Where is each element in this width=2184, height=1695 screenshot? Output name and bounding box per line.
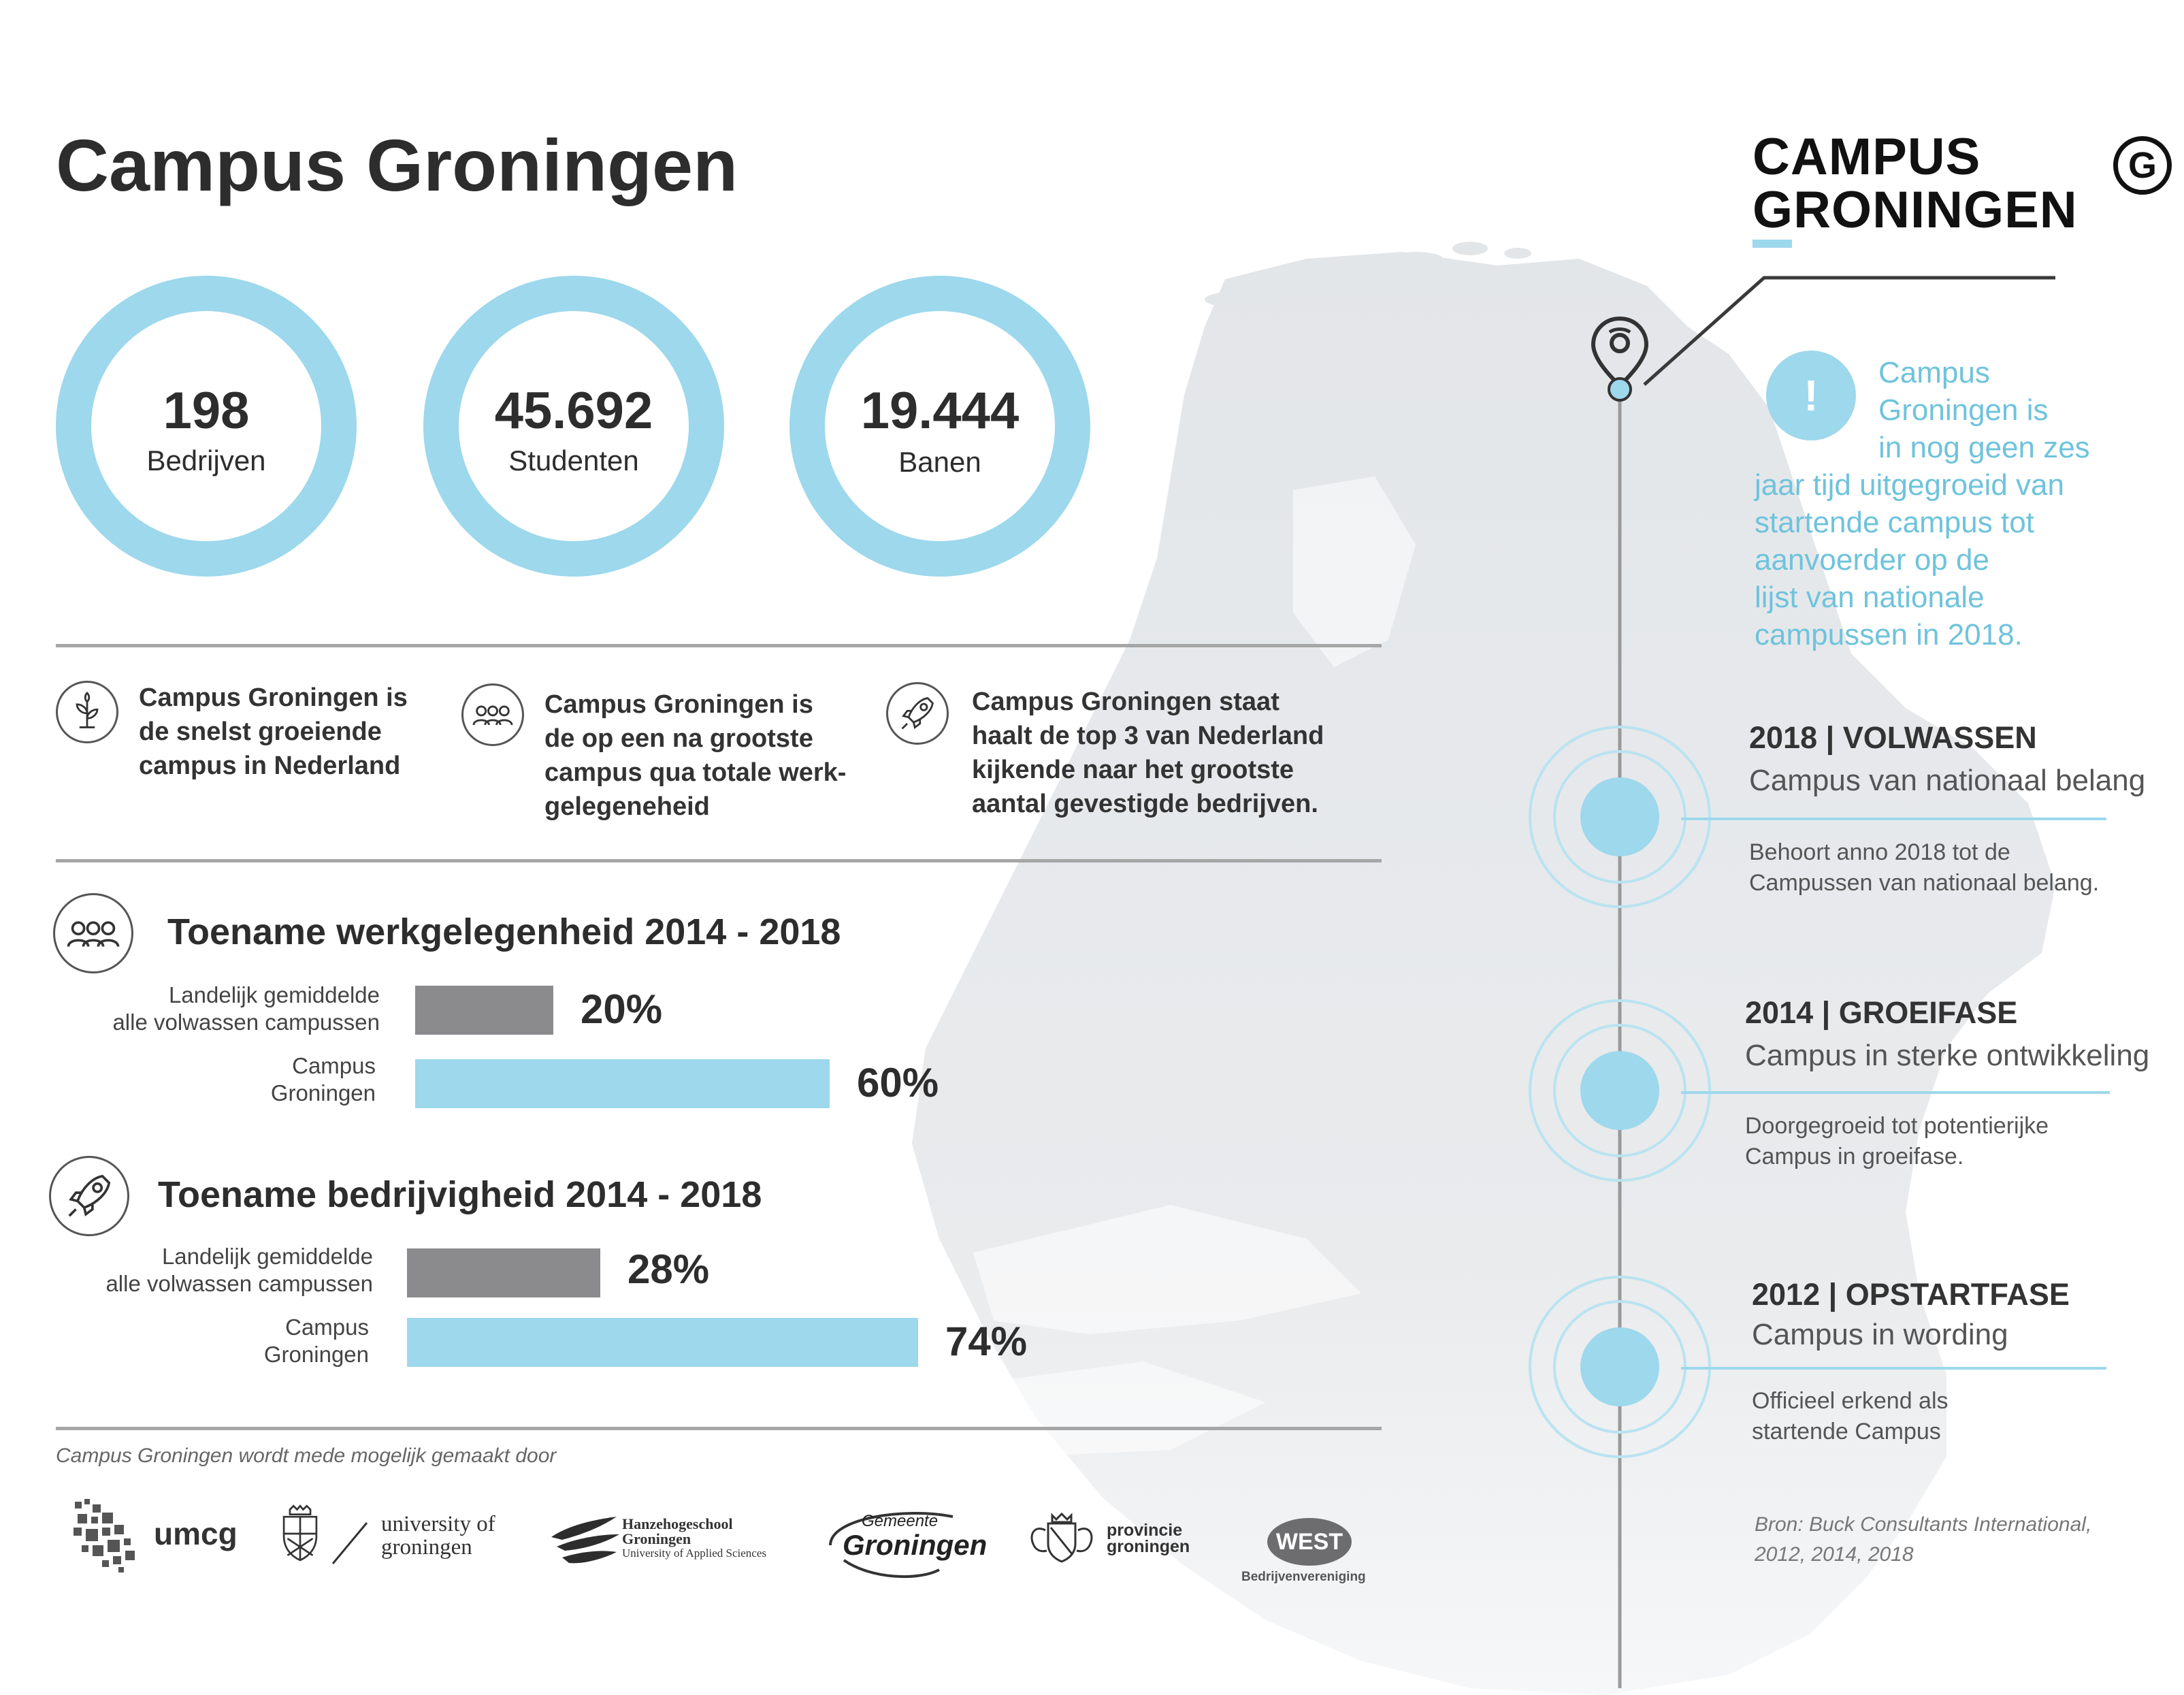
- timeline-marker-2014: [1525, 995, 1715, 1186]
- timeline-rule: [1681, 1367, 2106, 1370]
- callout-line: Campus: [1878, 356, 1990, 389]
- bar-value-label: 60%: [857, 1060, 939, 1105]
- university-crest-icon: [279, 1503, 321, 1564]
- timeline-desc-line: Officieel erkend als: [1752, 1388, 1949, 1414]
- fact-fastest-growing: [139, 681, 408, 783]
- brand-line: GRONINGEN: [1753, 181, 2078, 239]
- timeline-subtitle-2012: Campus in wording: [1752, 1318, 2008, 1351]
- timeline-heading-2018: 2018 | VOLWASSEN: [1749, 720, 2037, 755]
- bar-label: [80, 1243, 373, 1297]
- fact-line: Campus Groningen staat: [972, 688, 1280, 716]
- brand-line: CAMPUS: [1753, 128, 1981, 186]
- stat-bedrijven: [56, 276, 357, 577]
- rocket-icon: [886, 682, 949, 745]
- gemeente-logo-text: [843, 1513, 987, 1560]
- divider: [56, 1427, 1382, 1430]
- bar-label-line: alle volwassen campussen: [112, 1010, 380, 1035]
- timeline-desc-2014: [1745, 1111, 2049, 1172]
- timeline-desc-line: startende Campus: [1752, 1419, 1941, 1444]
- callout-line: in nog geen zes: [1878, 431, 2090, 464]
- umcg-logo-text: umcg: [154, 1516, 238, 1551]
- timeline-subtitle-2018: Campus van nationaal belang: [1749, 764, 2146, 797]
- callout-line: jaar tijd uitgegroeid van: [1755, 468, 2064, 502]
- timeline-rule: [1681, 1091, 2110, 1094]
- bar-label-line: Groningen: [263, 1342, 369, 1367]
- brand-underline: [1753, 240, 1792, 248]
- people-icon: [461, 683, 524, 746]
- stat-banen: [789, 276, 1090, 577]
- timeline-desc-line: Campus in groeifase.: [1745, 1144, 1964, 1169]
- separator-slash-icon: [329, 1519, 370, 1567]
- timeline-heading-2012: 2012 | OPSTARTFASE: [1752, 1277, 2070, 1312]
- brand-g-mark-icon: G: [2113, 136, 2172, 195]
- gemeente-line: Groningen: [843, 1529, 988, 1561]
- hanze-line: Hanzehogeschool: [622, 1515, 733, 1532]
- timeline-subtitle-2014: Campus in sterke ontwikkeling: [1745, 1039, 2150, 1072]
- stat-value: 198: [163, 382, 250, 440]
- bar-campus-werkgelegenheid: [415, 1059, 830, 1108]
- provincie-logo-text: [1107, 1522, 1190, 1555]
- callout-line: aanvoerder op de: [1755, 543, 1989, 577]
- timeline-desc-2012: [1752, 1386, 1949, 1447]
- bar-campus-bedrijvigheid: [407, 1318, 918, 1367]
- section-heading-bedrijvigheid: Toename bedrijvigheid 2014 - 2018: [158, 1174, 762, 1215]
- fact-line: kijkende naar het grootste: [972, 756, 1294, 784]
- west-badge-text: WEST: [1275, 1529, 1343, 1555]
- people-icon: [53, 893, 133, 973]
- hanze-logo-text: [622, 1517, 766, 1560]
- section-heading-werkgelegenheid: Toename werkgelegenheid 2014 - 2018: [167, 911, 841, 952]
- rug-logo-text: [381, 1513, 495, 1559]
- fact-line: aantal gevestigde bedrijven.: [972, 790, 1318, 818]
- bar-value-label: 28%: [628, 1246, 710, 1292]
- stat-value: 19.444: [860, 382, 1020, 440]
- west-logo-caption: Bedrijvenvereniging: [1241, 1570, 1366, 1584]
- bar-landelijk-werkgelegenheid: [415, 986, 553, 1035]
- fact-line: de snelst groeiende: [139, 717, 382, 746]
- timeline-desc-line: Campussen van nationaal belang.: [1749, 870, 2100, 896]
- provincie-line: provincie: [1107, 1521, 1183, 1540]
- bar-value-label: 74%: [945, 1319, 1028, 1364]
- timeline-desc-line: Behoort anno 2018 tot de: [1749, 839, 2010, 865]
- callout-line: Groningen is: [1878, 393, 2049, 427]
- stat-label: Studenten: [508, 445, 639, 477]
- umcg-logo-mark: [68, 1495, 143, 1577]
- bar-value-label: 20%: [581, 986, 663, 1032]
- page-title: Campus Groningen: [56, 124, 738, 206]
- source-note: [1755, 1510, 2091, 1570]
- timeline-desc-line: Doorgegroeid tot potentierijke: [1745, 1113, 2049, 1139]
- fact-line: haalt de top 3 van Nederland: [972, 722, 1324, 750]
- fact-top-3: [972, 685, 1324, 821]
- bar-landelijk-bedrijvigheid: [407, 1248, 600, 1297]
- sponsor-credit: Campus Groningen wordt mede mogelijk gemaakt door: [56, 1444, 557, 1467]
- stat-studenten: [423, 276, 724, 577]
- brand-logo: [1753, 128, 2078, 239]
- hanze-line: Groningen: [622, 1530, 691, 1547]
- west-logo-badge: [1267, 1518, 1352, 1566]
- timeline-marker-2018: [1525, 722, 1715, 912]
- bar-label-line: Groningen: [270, 1080, 376, 1105]
- callout-line: startende campus tot: [1755, 506, 2034, 539]
- hanze-logo-mark: [549, 1507, 623, 1568]
- bar-label-line: alle volwassen campussen: [105, 1271, 373, 1296]
- exclamation-icon: !: [1766, 351, 1856, 440]
- timeline-desc-2018: [1749, 837, 2099, 899]
- stat-label: Banen: [898, 446, 981, 478]
- bar-label-line: Landelijk gemiddelde: [161, 1244, 373, 1269]
- stat-value: 45.692: [494, 382, 653, 440]
- timeline-heading-2014: 2014 | GROEIFASE: [1745, 995, 2018, 1030]
- rug-line: groningen: [381, 1535, 472, 1560]
- hanze-line: University of Applied Sciences: [622, 1547, 766, 1560]
- fact-second-largest: [544, 688, 846, 824]
- bar-label-line: Landelijk gemiddelde: [168, 982, 380, 1007]
- rocket-icon: [49, 1156, 129, 1236]
- source-line: Bron: Buck Consultants International,: [1755, 1513, 2092, 1536]
- sprout-icon: [56, 681, 118, 743]
- timeline-rule: [1681, 818, 2106, 820]
- fact-line: Campus Groningen is: [544, 690, 813, 719]
- fact-line: de op een na grootste: [544, 724, 813, 753]
- bar-label-line: Campus: [285, 1314, 369, 1340]
- callout-line: lijst van nationale: [1755, 581, 1985, 614]
- provincie-line: groningen: [1107, 1537, 1190, 1556]
- gemeente-line: Gemeente: [862, 1512, 939, 1530]
- bar-label: [76, 1314, 369, 1368]
- location-pin-icon: [1589, 314, 1650, 403]
- stat-label: Bedrijven: [146, 445, 266, 477]
- fact-line: campus qua totale werk-: [544, 758, 847, 787]
- bar-label: [87, 982, 380, 1036]
- bar-label-line: Campus: [292, 1053, 376, 1078]
- rug-line: university of: [381, 1512, 495, 1536]
- fact-line: Campus Groningen is: [139, 683, 408, 712]
- divider: [56, 644, 1382, 647]
- source-line: 2012, 2014, 2018: [1755, 1543, 1914, 1566]
- provincie-coat-of-arms-icon: [1021, 1510, 1103, 1564]
- fact-line: gelegeneheid: [544, 792, 710, 821]
- bar-label: [83, 1052, 376, 1107]
- callout-line: campussen in 2018.: [1755, 618, 2023, 651]
- callout-text: [1755, 354, 2136, 653]
- fact-line: campus in Nederland: [139, 752, 401, 780]
- divider: [56, 859, 1382, 862]
